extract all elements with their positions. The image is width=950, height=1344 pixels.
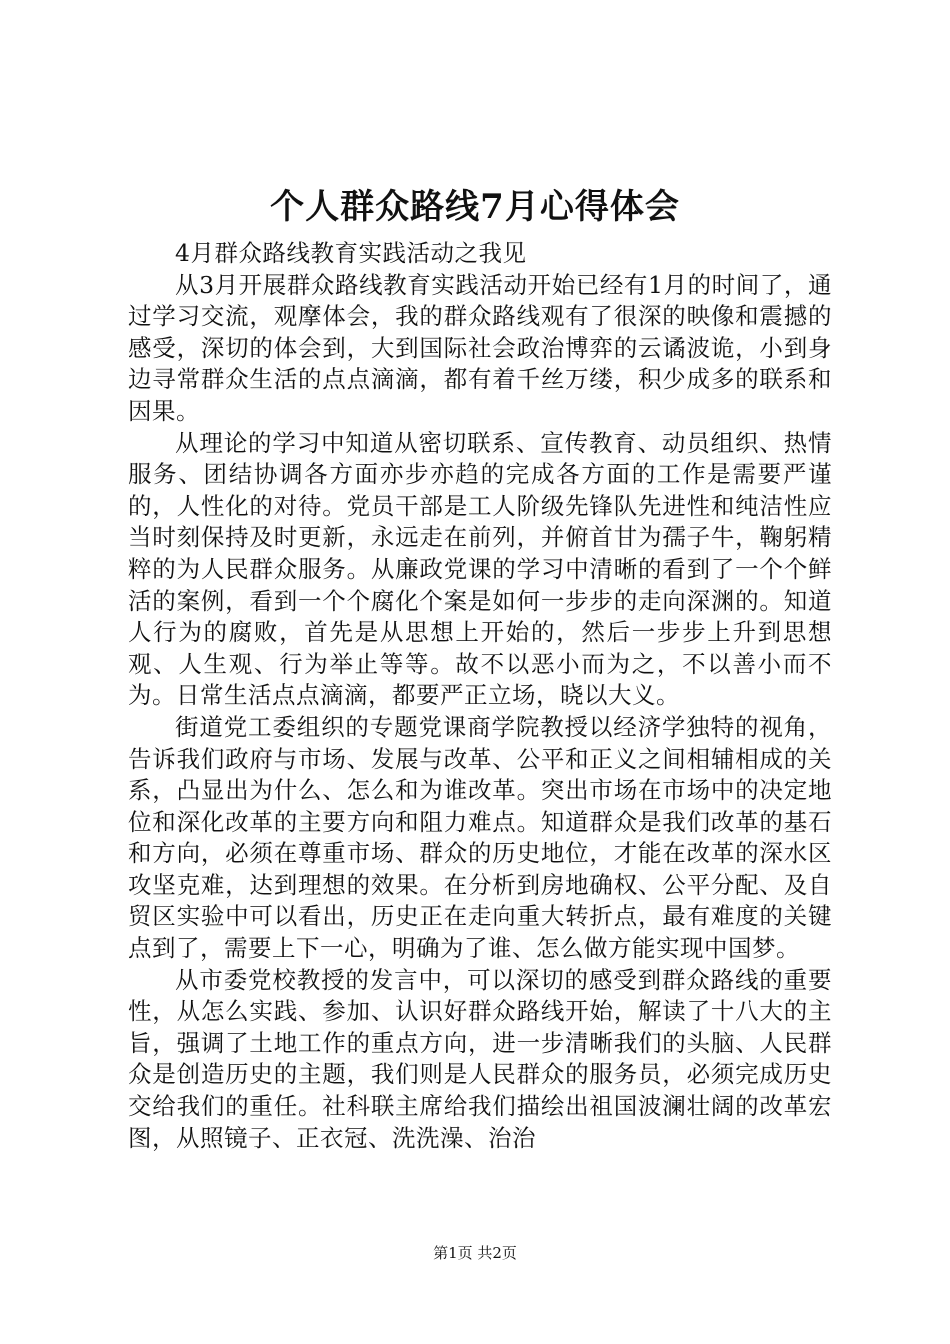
document-body	[128, 238, 832, 1154]
document-subtitle: 4月群众路线教育实践活动之我见	[175, 239, 527, 267]
paragraph: 从理论的学习中知道从密切联系、宣传教育、动员组织、热情服务、团结协调各方面亦步亦趋的完成各方面的工作是需要严谨的，人性化的对待。党员干部是工人阶级先锋队先进性和纯洁性应当时刻保持及时更新，永远走在前列，并俯首甘为孺子牛，鞠躬精粹的为人民群众服务。从廉政党课的学习中清晰的看到了一个个鲜活的案例，看到一个个腐化个案是如何一步步的走向深渊的。知道人行为的腐败，首先是从思想上开始的，然后一步步上升到思想观、人生观、行为举止等等。故不以恶小而为之，不以善小而不为。日常生活点点滴滴，都要严正立场，晓以大义。	[128, 428, 832, 710]
document-title: 个人群众路线7月心得体会	[270, 187, 680, 227]
paragraph: 街道党工委组织的专题党课商学院教授以经济学独特的视角，告诉我们政府与市场、发展与改革、公平和正义之间相辅相成的关系，凸显出为什么、怎么和为谁改革。突出市场在市场中的决定地位和深化改革的主要方向和阻力难点。知道群众是我们改革的基石和方向，必须在尊重市场、群众的历史地位，才能在改革的深水区攻坚克难，达到理想的效果。在分析到房地确权、公平分配、及自贸区实验中可以看出，历史正在走向重大转折点，最有难度的关键点到了，需要上下一心，明确为了谁、怎么做方能实现中国梦。	[128, 712, 832, 963]
paragraph: 从市委党校教授的发言中，可以深切的感受到群众路线的重要性，从怎么实践、参加、认识好群众路线开始，解读了十八大的主旨，强调了土地工作的重点方向，进一步清晰我们的头脑、人民群众是创造历史的主题，我们则是人民群众的服务员，必须完成历史交给我们的重任。社科联主席给我们描绘出祖国波澜壮阔的改革宏图，从照镜子、正衣冠、洗洗澡、治治	[128, 965, 832, 1152]
paragraph: 从3月开展群众路线教育实践活动开始已经有1月的时间了，通过学习交流，观摩体会，我的群众路线观有了很深的映像和震撼的感受，深切的体会到，大到国际社会政治博弈的云谲波诡，小到身边寻常群众生活的点点滴滴，都有着千丝万缕，积少成多的联系和因果。	[128, 270, 832, 425]
page-number-footer: 第1页 共2页	[433, 1244, 517, 1262]
